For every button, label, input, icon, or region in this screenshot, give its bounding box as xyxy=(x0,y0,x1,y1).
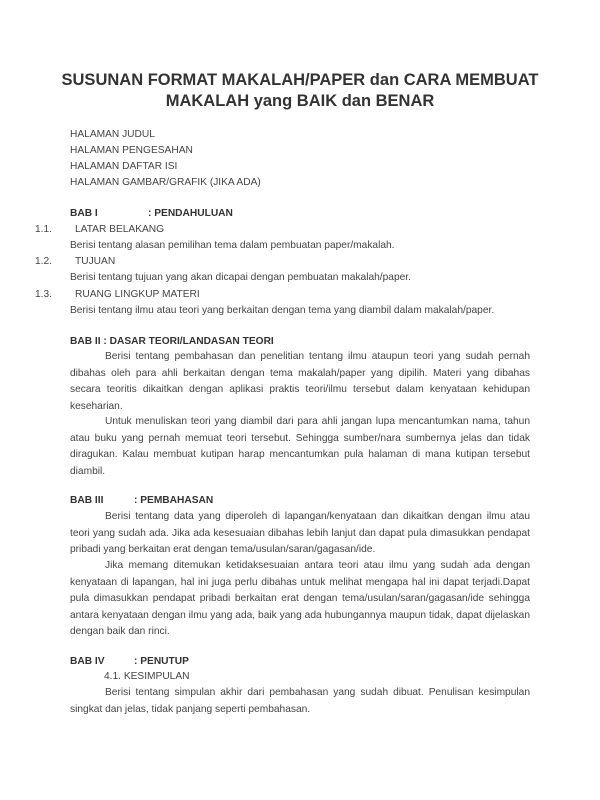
section-description: Berisi tentang tujuan yang akan dicapai dengan pembuatan makalah/paper. xyxy=(70,272,411,283)
section-description: Berisi tentang ilmu atau teori yang berkaitan dengan tema yang diambil dalam makalah/paper. xyxy=(70,305,495,316)
bab2-paragraph-1: Berisi tentang pembahasan dan penelitian tentang ilmu ataupun teori yang sudah pernah dibahas oleh para ahli berkaitan dengan tema makalah/paper yang dipilih. Materi yang dibahas secara teoritis dikaitkan dengan aplikasi praktis teori/ilmu tersebut dalam kenyataan kehidupan keseharian. xyxy=(70,351,530,412)
bab2-heading: BAB II : DASAR TEORI/LANDASAN TEORI xyxy=(70,336,274,347)
bab2-paragraph-2: Untuk menuliskan teori yang diambil dari para ahli jangan lupa mencantumkan nama, tahun atau buku yang pernah memuat teori tersebut. Sehingga sumber/nara sumbernya jelas dan tidak diragukan. Kalau membuat kutipan harap mencantumkan pula halaman di mana kutipan tersebut diambil. xyxy=(70,416,530,477)
section-number: 1.2. xyxy=(35,256,52,267)
section-title: LATAR BELAKANG xyxy=(75,224,165,235)
front-matter-item: HALAMAN JUDUL xyxy=(70,129,155,140)
section-number: 1.1. xyxy=(35,224,52,235)
bab3-paragraph-2: Jika memang ditemukan ketidaksesuaian antara teori atau ilmu yang sudah ada dengan kenyataan di lapangan, hal ini juga perlu dibahas untuk melihat mengapa hal ini dapat terjadi.Dapat pula dimasukkan pendapat pribadi berkaitan erat dengan tema/usulan/saran/gagasan/ide sehingga antara kenyataan dengan ilmu yang ada, baik yang ada hubungannya maupun tidak, dapat dijelaskan dengan baik dan rinci. xyxy=(70,560,530,637)
bab1-title: : PENDAHULUAN xyxy=(148,208,233,219)
front-matter-item: HALAMAN DAFTAR ISI xyxy=(70,161,178,172)
front-matter-item: HALAMAN GAMBAR/GRAFIK (JIKA ADA) xyxy=(70,177,261,188)
bab3-paragraph-1: Berisi tentang data yang diperoleh di lapangan/kenyataan dan dikaitkan dengan ilmu atau teori yang sudah ada. Jika ada kesesuaian dibahas lebih lanjut dan dapat pula dimasukkan pendapat pribadi yang berkaitan erat dengan tema/usulan/saran/gagasan/ide. xyxy=(70,511,530,555)
bab4-subheading: 4.1. KESIMPULAN xyxy=(104,671,190,682)
front-matter-item: HALAMAN PENGESAHAN xyxy=(70,145,193,156)
bab4-label: BAB IV xyxy=(70,656,105,667)
bab4-title: : PENUTUP xyxy=(134,656,189,667)
section-description: Berisi tentang alasan pemilihan tema dalam pembuatan paper/makalah. xyxy=(70,240,395,251)
title-line-1: SUSUNAN FORMAT MAKALAH/PAPER dan CARA MEMBUAT xyxy=(61,71,539,89)
section-title: TUJUAN xyxy=(75,256,116,267)
document-title xyxy=(40,70,560,112)
bab4-paragraph-1: Berisi tentang simpulan akhir dari pembahasan yang sudah dibuat. Penulisan kesimpulan singkat dan jelas, tidak panjang seperti pembahasan. xyxy=(70,687,530,715)
bab3-label: BAB III xyxy=(70,495,104,506)
section-title: RUANG LINGKUP MATERI xyxy=(75,289,200,300)
bab3-title: : PEMBAHASAN xyxy=(134,495,214,506)
bab1-label: BAB I xyxy=(70,208,98,219)
title-line-2: MAKALAH yang BAIK dan BENAR xyxy=(165,92,435,110)
section-number: 1.3. xyxy=(35,289,52,300)
